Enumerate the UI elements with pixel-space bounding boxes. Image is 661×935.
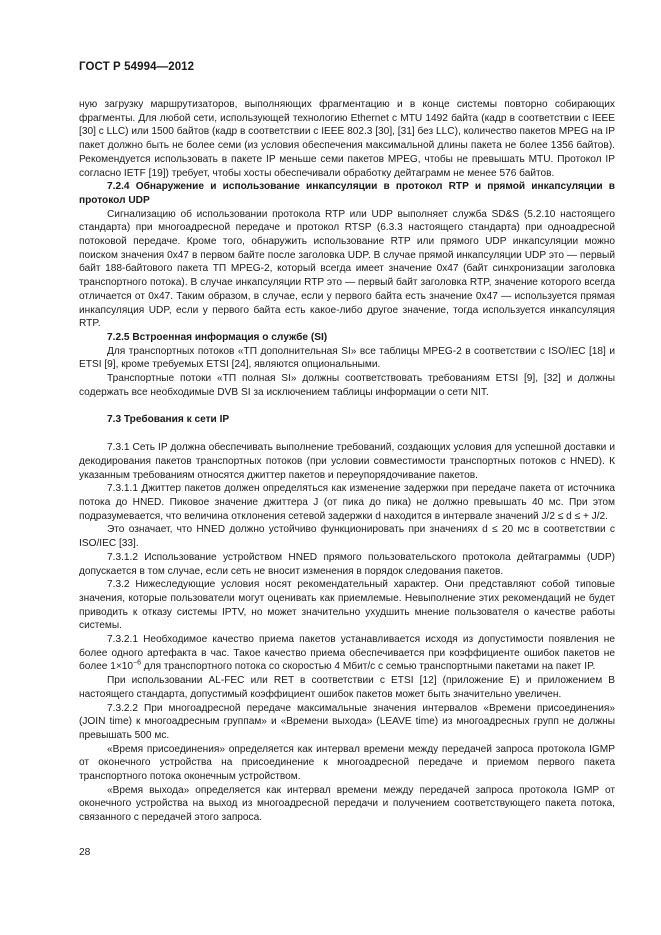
text-run: для транспортного потока со скоростью 4 Мбит/с с семью транспортными пакетами на пакет IP. [140,661,596,673]
paragraph: Сигнализацию об использовании протокола RTP или UDP выполняет служба SD&S (5.2.10 настоящего стандарта) при многоадресной передаче и протокол RTSP (6.3.3 настоящего стандарта) при одноадресной потоковой передаче. Кроме того, обнаружить использование RTP или прямого UDP инкапсуляции можно поиском значения 0x47 в первом байте после заголовка UDP. В случае прямой инкапсуляции UDP это — первый байт 188-байтового пакета ТП MPEG-2, который всегда имеет значение 0x47 (байт синхронизации заголовка транспортного потока). В случае инкапсуляции RTP это — первый байт заголовка RTP, значение которого всегда отличается от 0x47. Таким образом, в случае, если у первого байта есть значение 0x47 — используется прямая инкапсуляция UDP, если у первого байта есть какое-либо другое значение, тогда используется инкапсуляция RTP. [79,208,615,330]
section-heading: 7.3 Требования к сети IP [107,414,230,426]
page-number: 28 [79,847,91,858]
document-body [79,98,615,825]
paragraph: 7.3.2.2 При многоадресной передаче максимальные значения интервалов «Времени присоединения» (JOIN time) к многоадресным группам» и «Времени выхода» (LEAVE time) из многоадресных групп не должны превышать 500 мс. [79,702,615,741]
paragraph: Это означает, что HNED должно устойчиво функционировать при значениях d ≤ 20 мс в соответствии с ISO/IEC [33]. [79,524,615,550]
paragraph: ную загрузку маршрутизаторов, выполняющих фрагментацию и в конце системы повторно собирающих фрагменты. Для любой сети, использующей технологию Ethernet с MTU 1492 байта (кадр в соответствии с IEEE [30] с LLC) или 1500 байтов (кадр в соответствии с IEEE 802.3 [30], [31] без LLC), количество пакетов MPEG на IP пакет должно быть не более семи (из условия обеспечения максимальной длины пакета не более 1356 байтов). Рекомендуется использовать в пакете IP меньше семи пакетов MPEG, чтобы не превышать MTU. Протокол IP согласно IETF [19]) требует, чтобы хосты обеспечивали обработку дейтаграмм не менее 576 байтов. [79,99,615,179]
paragraph: «Время выхода» определяется как интервал времени между передачей запроса протокола IGMP от оконечного устройства на выход из многоадресной передачи и получением соответствующего пакета потока, связанного с передачей этого запроса. [79,784,615,824]
paragraph: Транспортные потоки «ТП полная SI» должны соответствовать требованиям ETSI [9], [32] и должны содержать все необходимые DVB SI за исключением таблицы информации о сети NIT. [79,373,615,398]
section-heading: 7.2.5 Встроенная информация о службе (SI) [107,331,328,343]
paragraph: 7.3.1.1 Джиттер пакетов должен определяться как изменение задержки при передаче пакета от источника потока до HNED. Пиковое значение джиттера J (от пика до пика) не должно превышать 40 мс. При этом подразумевается, что величина отклонения сетевой задержки d находится в интервале значений J/2 ≤ d ≤ + J/2. [79,483,615,522]
text-run: 7.3.2.1 Необходимое качество приема пакетов устанавливается исходя из допустимости появления не более одного артефакта в час. Такое качество приема обеспечивается при коэффициенте ошибок пакетов не более 1×10 [79,634,615,673]
document-header: ГОСТ Р 54994—2012 [79,61,195,73]
paragraph: «Время присоединения» определяется как интервал времени между передачей запроса протокола IGMP от оконечного устройства на присоединение к многоадресной передаче и приемом первого пакета транспортного потока оконечным устройством. [79,743,615,783]
exponent: −6 [133,660,141,668]
paragraph: При использовании AL-FEC или RET в соответствии с ETSI [12] (приложение E) и приложением В настоящего стандарта, допустимый коэффициент ошибок пакетов может быть значительно увеличен. [79,675,615,700]
paragraph: 7.3.2 Нижеследующие условия носят рекомендательный характер. Они представляют собой типовые значения, которые пользователи могут оценивать как приемлемые. Невыполнение этих рекомендаций не будет приводить к отказу системы IPTV, но может значительно ухудшить мнение пользователя о качестве работы системы. [79,579,615,632]
section-heading: 7.2.4 Обнаружение и использование инкапсуляции в протокол RTP и прямой инкапсуляции в протокол UDP [79,181,615,206]
paragraph: 7.3.1.2 Использование устройством HNED прямого пользовательского протокола дейтаграммы (UDP) допускается в том случае, если сеть не вносит изменения в порядок следования пакетов. [79,551,615,577]
paragraph: Для транспортных потоков «ТП дополнительная SI» все таблицы MPEG-2 в соответствии с ISO/IEC [18] и ETSI [9], кроме требуемых ETSI [24], являются опциональными. [79,345,615,371]
paragraph: 7.3.1 Сеть IP должна обеспечивать выполнение требований, создающих условия для успешной доставки и декодирования пакетов транспортных потоков (при условии совместимости транспортных потоков с HNED). К указанным требованиям относятся джиттер пакетов и переупорядочивание пакетов. [79,442,615,481]
paragraph [79,633,615,674]
